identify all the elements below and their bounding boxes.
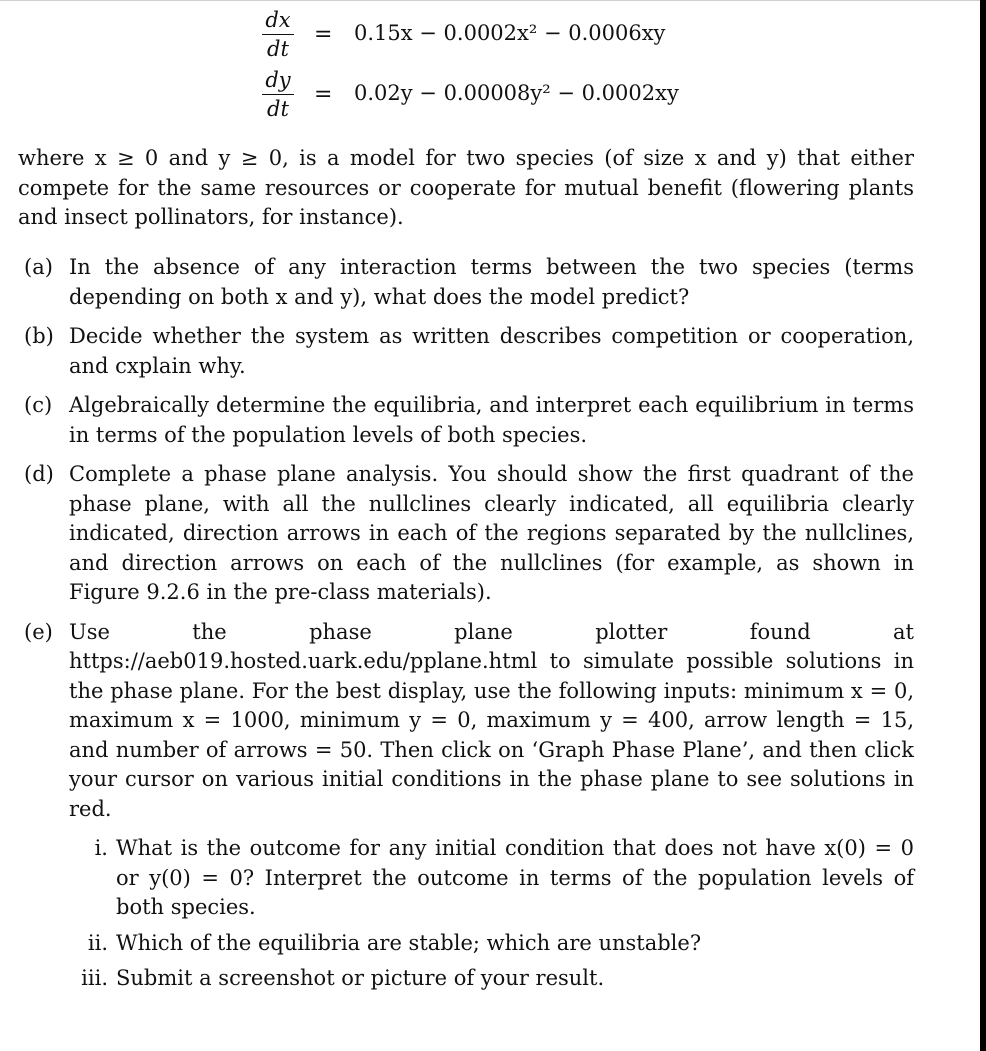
equals-sign: =	[314, 82, 333, 107]
equation-dx	[0, 8, 960, 64]
part-e	[24, 618, 914, 825]
part-label: (a)	[24, 255, 53, 279]
right-edge-bar	[980, 0, 986, 1051]
derivative-dy-dt	[262, 68, 294, 121]
subpart-label: i.	[94, 836, 108, 860]
rhs-expression: 0.02y − 0.00008y² − 0.0002xy	[354, 81, 679, 105]
numerator: dy	[265, 68, 291, 92]
part-label: (e)	[24, 619, 53, 644]
part-label: (c)	[24, 393, 53, 417]
derivative-dx-dt	[262, 8, 294, 61]
subpart-text: Submit a screenshot or picture of your result.	[116, 966, 605, 990]
part-text: Algebraically determine the equilibria, and interpret each equilibrium in terms in terms of the population levels of both species.	[69, 393, 914, 447]
top-border	[0, 0, 986, 1]
part-text: Use the phase plane plotter found at https://aeb019.hosted.uark.edu/pplane.html to simulate possible solutions in the phase plane. For the best display, use the following inputs: minimum x = 0, maximum x = 1000, minimum y = 0, maximum y = 400, arrow length = 15, and number of arrows = 50. Then click on ‘Graph Phase Plane’, and then click your cursor on various initial conditions in the phase plane to see solutions in red.	[69, 619, 914, 821]
intro-paragraph: where x ≥ 0 and y ≥ 0, is a model for two species (of size x and y) that either compete for the same resources or cooperate for mutual benefit (flowering plants and insect pollinators, for instance).	[18, 146, 914, 229]
question-parts	[24, 253, 914, 1000]
numerator: dx	[265, 8, 291, 32]
denominator: dt	[267, 97, 289, 121]
part-a	[24, 253, 914, 312]
denominator: dt	[267, 37, 289, 61]
rhs-expression: 0.15x − 0.0002x² − 0.0006xy	[354, 21, 666, 45]
subpart-label: iii.	[81, 966, 108, 990]
part-label: (b)	[24, 324, 54, 348]
subpart-iii	[24, 964, 914, 994]
part-b	[24, 322, 914, 381]
part-label: (d)	[24, 462, 54, 486]
subpart-label: ii.	[87, 930, 108, 955]
subpart-text: Which of the equilibria are stable; which are unstable?	[116, 930, 702, 955]
part-c	[24, 391, 914, 450]
equation-dy	[0, 68, 960, 124]
fraction-bar	[262, 94, 294, 95]
part-text: Decide whether the system as written describes competition or cooperation, and cxplain why.	[69, 324, 914, 378]
part-text: In the absence of any interaction terms between the two species (terms depending on both x and y), what does the model predict?	[69, 255, 914, 309]
part-d	[24, 460, 914, 608]
equals-sign: =	[314, 22, 333, 47]
subpart-text: What is the outcome for any initial condition that does not have x(0) = 0 or y(0) = 0? Interpret the outcome in terms of the population levels of both species.	[116, 836, 914, 919]
subpart-i	[24, 834, 914, 923]
subpart-ii	[24, 929, 914, 959]
fraction-bar	[262, 34, 294, 35]
part-text: Complete a phase plane analysis. You should show the first quadrant of the phase plane, with all the nullclines clearly indicated, all equilibria clearly indicated, direction arrows in each of the regions separated by the nullclines, and direction arrows on each of the nullclines (for example, as shown in Figure 9.2.6 in the pre-class materials).	[69, 462, 914, 604]
